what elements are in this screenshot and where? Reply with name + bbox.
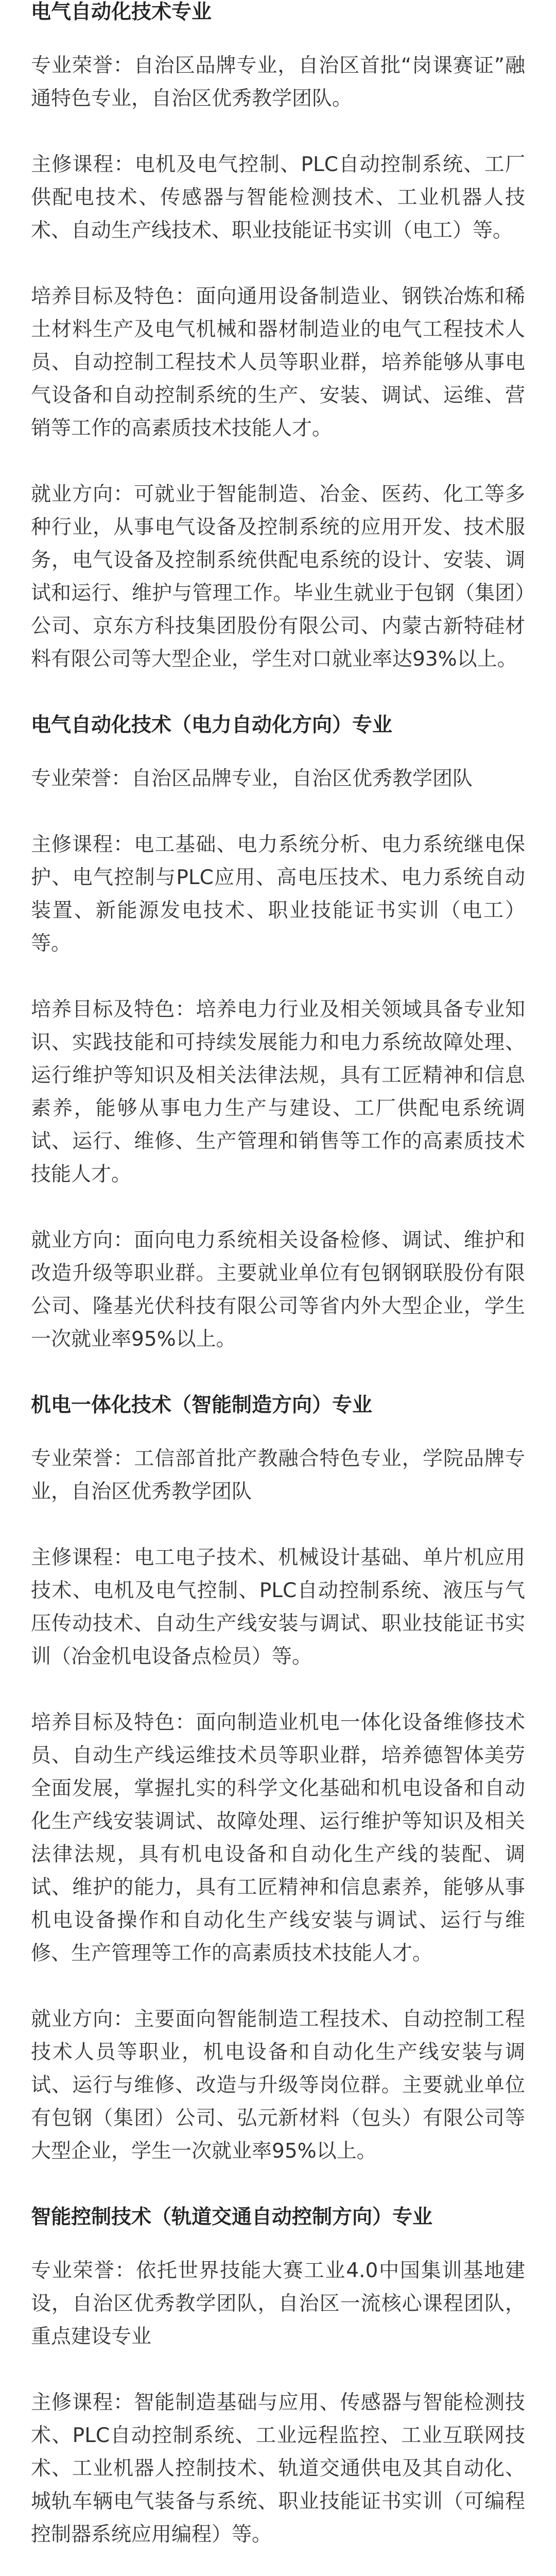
- section-title-intelligent-control: 智能控制技术（轨道交通自动控制方向）专业: [31, 2206, 433, 2229]
- section-title-electrical-automation: 电气自动化技术专业: [31, 1, 212, 24]
- section-3-objectives: 培养目标及特色：面向制造业机电一体化设备维修技术员、自动生产线运维技术员等职业群，培养德智体美劳全面发展，掌握扎实的科学文化基础和机电设备和自动化生产线安装调试、故障处理、运行维护等知识及相关法律法规，具有机电设备和自动化生产线的装配、调试、维护的能力，具有工匠精神和信息素养，能够从事机电设备操作和自动化生产线安装与调试、运行与维修、生产管理等工作的高素质技术技能人才。: [31, 1711, 525, 1965]
- section-4-honors: 专业荣誉：依托世界技能大赛工业4.0中国集训基地建设，自治区优秀教学团队，自治区一流核心课程团队，重点建设专业: [31, 2259, 525, 2348]
- section-title-mechatronics: 机电一体化技术（智能制造方向）专业: [31, 1394, 373, 1417]
- section-2-objectives: 培养目标及特色：培养电力行业及相关领域具备专业知识、实践技能和可持续发展能力和电力系统故障处理、运行维护等知识及相关法律法规，具有工匠精神和信息素养，能够从事电力生产与建设、工厂供配电系统调试、运行、维修、生产管理和销售等工作的高素质技术技能人才。: [31, 998, 525, 1186]
- section-2-employment: 就业方向：面向电力系统相关设备检修、调试、维护和改造升级等职业群。主要就业单位有包钢钢联股份有限公司、隆基光伏科技有限公司等省内外大型企业，学生一次就业率95%以上。: [31, 1229, 525, 1351]
- section-1-objectives: 培养目标及特色：面向通用设备制造业、钢铁冶炼和稀土材料生产及电气机械和器材制造业的电气工程技术人员、自动控制工程技术人员等职业群，培养能够从事电气设备和自动控制系统的生产、安装、调试、运维、营销等工作的高素质技术技能人才。: [31, 285, 525, 440]
- section-2-honors: 专业荣誉：自治区品牌专业，自治区优秀教学团队: [31, 767, 473, 790]
- article-body: [31, 0, 525, 2576]
- section-3-courses: 主修课程：电工电子技术、机械设计基础、单片机应用技术、电机及电气控制、PLC自动控制系统、液压与气压传动技术、自动生产线安装与调试、职业技能证书实训（冶金机电设备点检员）等。: [31, 1546, 525, 1668]
- section-1-honors: 专业荣誉：自治区品牌专业，自治区首批“岗课赛证”融通特色专业，自治区优秀教学团队。: [31, 54, 525, 110]
- section-1-employment: 就业方向：可就业于智能制造、冶金、医药、化工等多种行业，从事电气设备及控制系统的应用开发、技术服务，电气设备及控制系统供配电系统的设计、安装、调试和运行、维护与管理工作。毕业生就业于包钢（集团）公司、京东方科技集团股份有限公司、内蒙古新特硅材料有限公司等大型企业，学生对口就业率达93%以上。: [31, 483, 525, 671]
- section-4-courses: 主修课程：智能制造基础与应用、传感器与智能检测技术、PLC自动控制系统、工业远程监控、工业互联网技术、工业机器人控制技术、轨道交通供电及其自动化、城轨车辆电气装备与系统、职业技能证书实训（可编程控制器系统应用编程）等。: [31, 2391, 525, 2546]
- section-1-courses: 主修课程：电机及电气控制、PLC自动控制系统、工厂供配电技术、传感器与智能检测技术、工业机器人技术、自动生产线技术、职业技能证书实训（电工）等。: [31, 153, 525, 242]
- section-2-courses: 主修课程：电工基础、电力系统分析、电力系统继电保护、电气控制与PLC应用、高电压技术、电力系统自动装置、新能源发电技术、职业技能证书实训（电工）等。: [31, 833, 525, 955]
- section-3-employment: 就业方向：主要面向智能制造工程技术、自动控制工程技术人员等职业，机电设备和自动化生产线安装与调试、运行与维修、改造与升级等岗位群。主要就业单位有包钢（集团）公司、弘元新材料（包头）有限公司等大型企业，学生一次就业率95%以上。: [31, 2008, 525, 2163]
- section-title-power-automation: 电气自动化技术（电力自动化方向）专业: [31, 714, 393, 737]
- section-3-honors: 专业荣誉：工信部首批产教融合特色专业，学院品牌专业，自治区优秀教学团队: [31, 1447, 525, 1503]
